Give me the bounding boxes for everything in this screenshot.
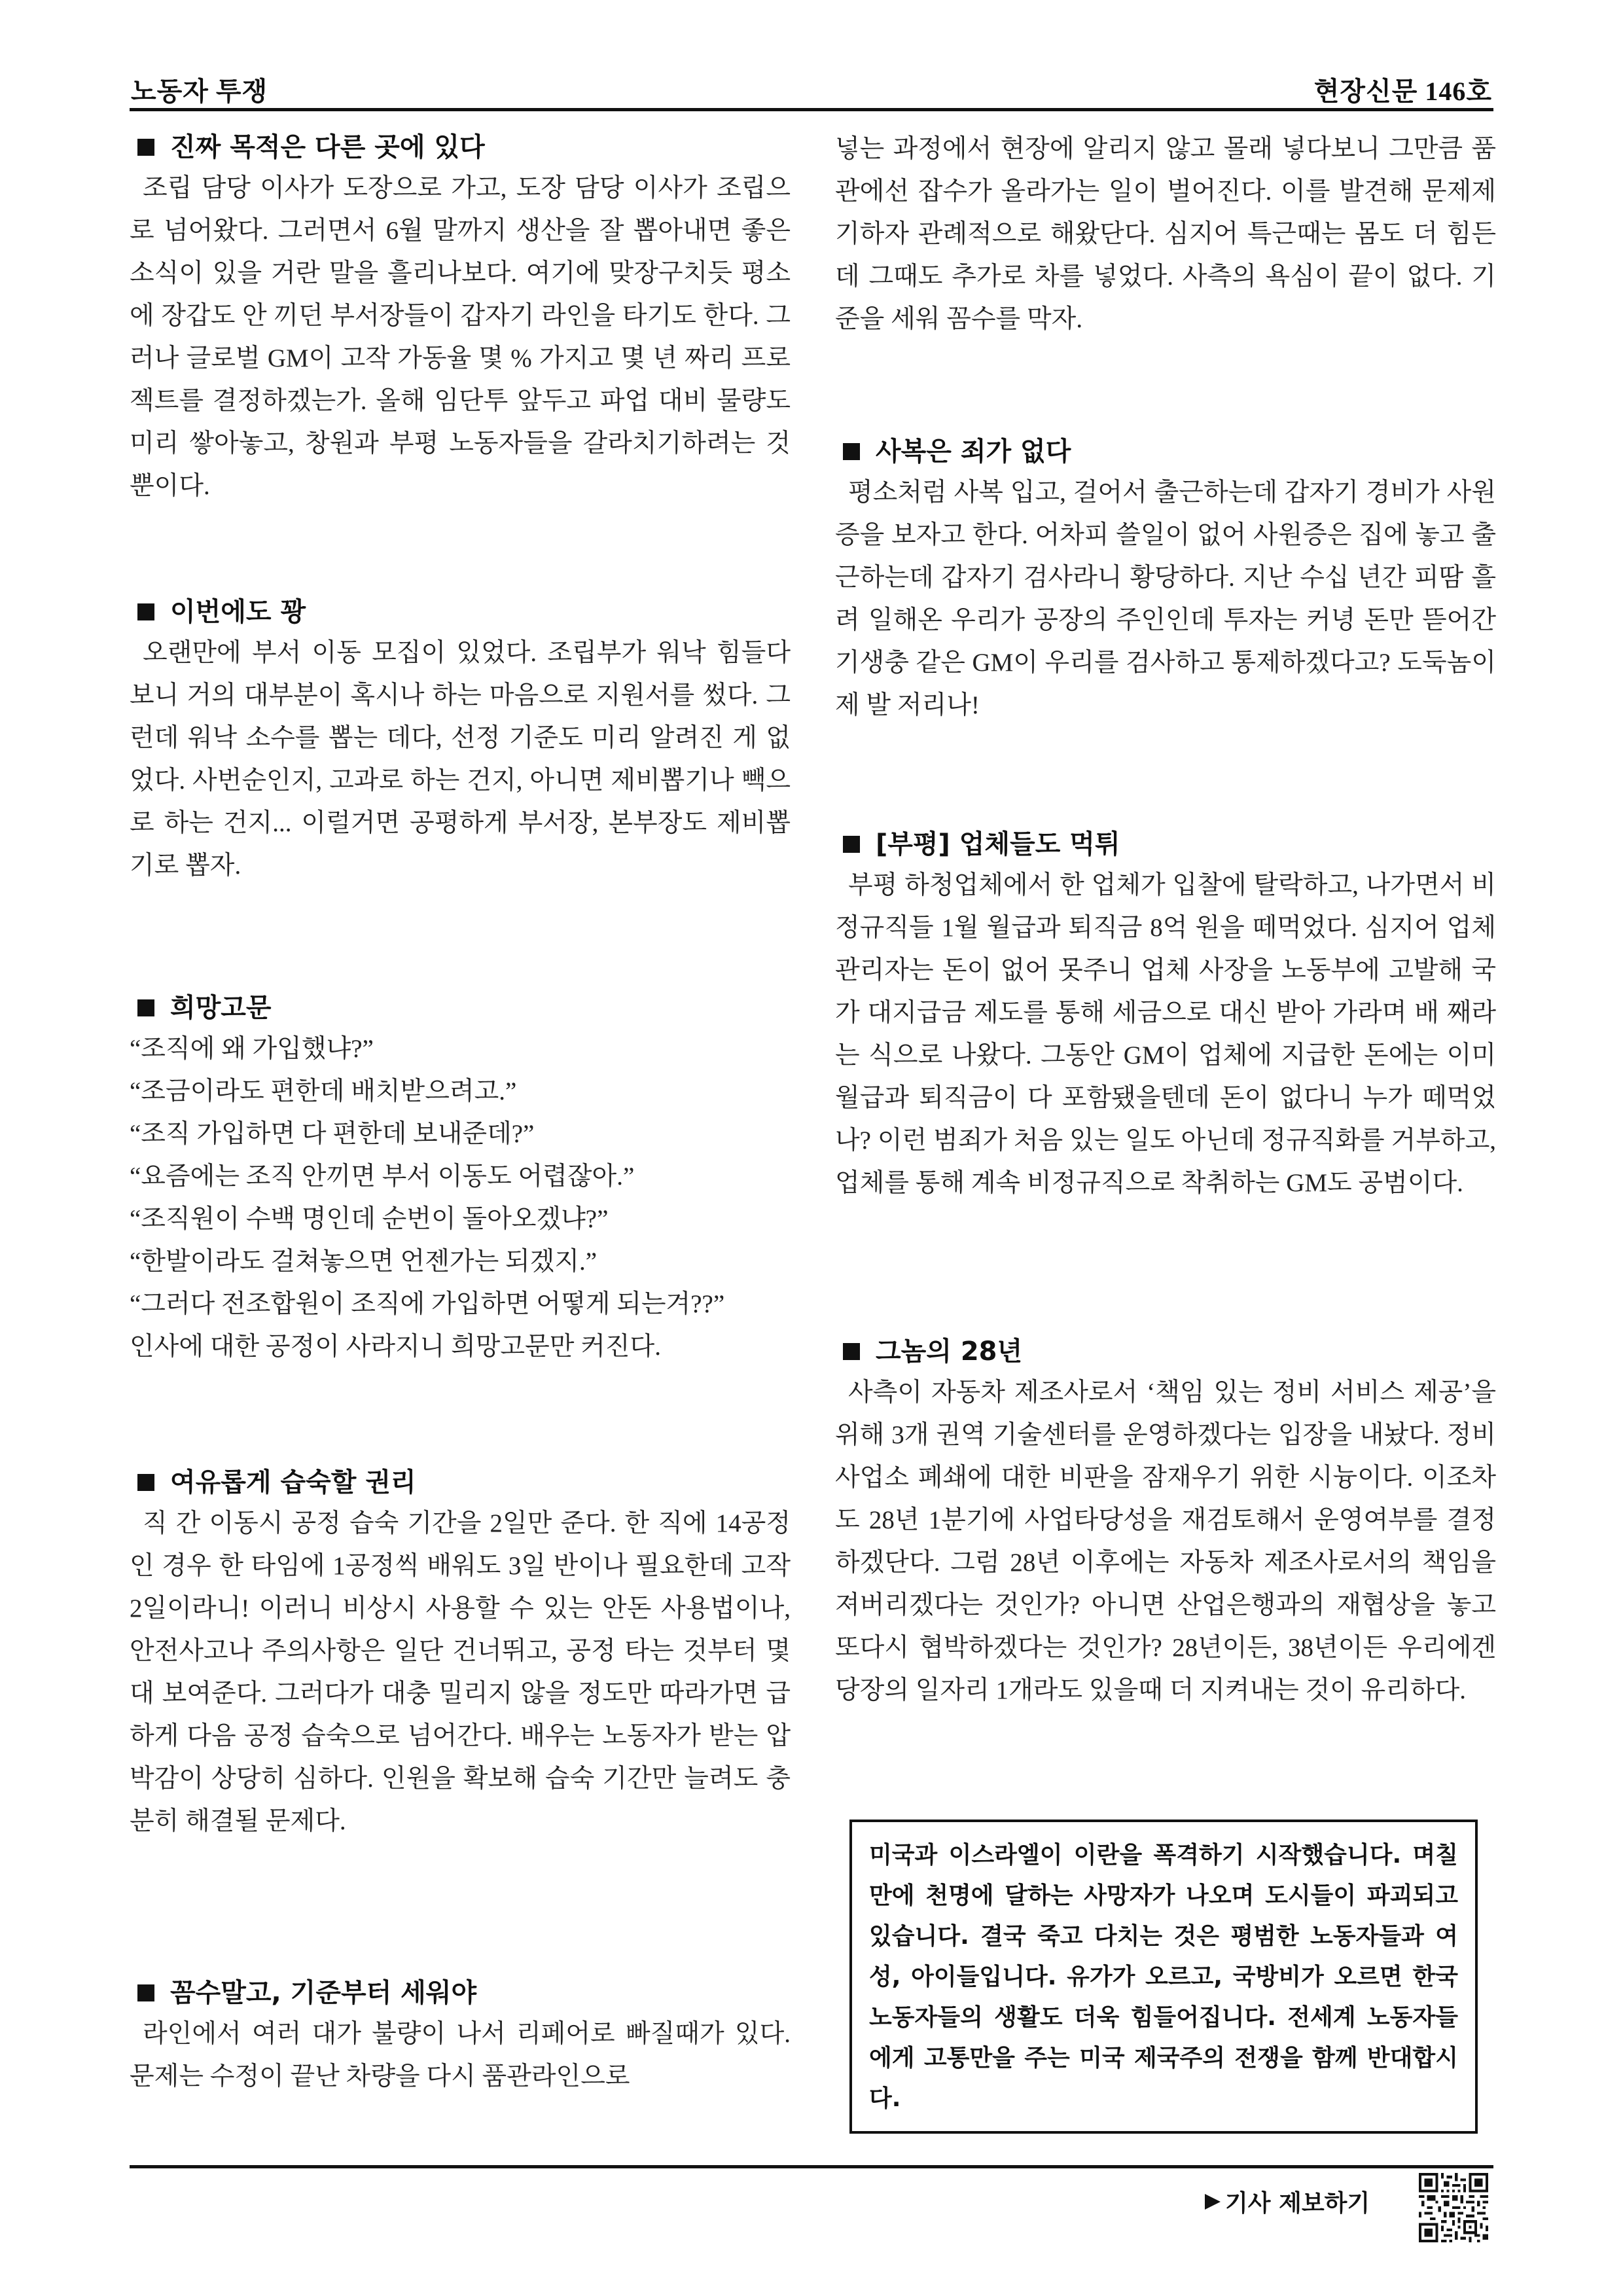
issue-number: 현장신문 146호 <box>1313 77 1492 106</box>
article-title-text: 그놈의 28년 <box>876 1336 1023 1367</box>
bullet-square-icon <box>843 1343 860 1360</box>
article-body: 직 간 이동시 공정 습숙 기간을 2일만 준다. 한 직에 14공정인 경우 한 타임에 1공정씩 배워도 3일 반이나 필요한데 고작 2일이라니! 이러니 비상시 사용할 수 있는 안돈 사용법이나, 안전사고나 주의사항은 일단 건너뛰고, 공정 타는 것부터 몇 대 보여준다. 그러다가 대충 밀리지 않을 정도만 따라가면 급하게 다음 공정 습숙으로 넘어간다. 배우는 노동자가 받는 압박감이 상당히 심하다. 인원을 확보해 습숙 기간만 늘려도 충분히 해결될 문제다. <box>130 1509 791 1835</box>
article-year-28 <box>835 1332 1496 1712</box>
article-title <box>835 1332 1496 1371</box>
article-body: 넣는 과정에서 현장에 알리지 않고 몰래 넣다보니 그만큼 품관에선 잡수가 올라가는 일이 벌어진다. 이를 발견해 문제제기하자 관례적으로 해왔단다. 심지어 특근때는 몸도 더 힘든데 그때도 추가로 차를 넣었다. 사측의 욕심이 끝이 없다. 기준을 세워 꼼수를 막자. <box>835 135 1496 333</box>
article-title-text: 꼼수말고, 기준부터 세워야 <box>170 1978 477 2008</box>
quote-line: “한발이라도 걸쳐놓으면 언젠가는 되겠지.” <box>130 1247 597 1276</box>
footer-divider <box>130 2165 1493 2168</box>
report-link[interactable] <box>1203 2185 1370 2218</box>
article-title-text: [부평] 업체들도 먹튀 <box>876 829 1120 859</box>
quote-line: “요즘에는 조직 안끼면 부서 이동도 어렵잖아.” <box>130 1162 635 1191</box>
bullet-square-icon <box>137 1984 154 2001</box>
article-body: 사측이 자동차 제조사로서 ‘책임 있는 정비 서비스 제공’을 위해 3개 권역 기술센터를 운영하겠다는 입장을 내놨다. 정비사업소 폐쇄에 대한 비판을 잠재우기 위한 시늉이다. 이조차도 28년 1분기에 사업타당성을 재검토해서 운영여부를 결정하겠단다. 그럼 28년 이후에는 자동차 제조사로서의 책임을 져버리겠다는 것인가? 아니면 산업은행과의 재협상을 놓고 또다시 협박하겠다는 것인가? 28년이든, 38년이든 우리에겐 당장의 일자리 1개라도 있을때 더 지켜내는 것이 유리하다. <box>835 1378 1496 1704</box>
article-again-blank <box>130 592 791 887</box>
quote-line: “그러다 전조합원이 조직에 가입하면 어떻게 되는겨??” <box>130 1290 725 1318</box>
article-title-text: 사복은 죄가 없다 <box>876 437 1071 467</box>
article-body: 평소처럼 사복 입고, 걸어서 출근하는데 갑자기 경비가 사원증을 보자고 한다. 어차피 쓸일이 없어 사원증은 집에 놓고 출근하는데 갑자기 검사라니 황당하다. 지난 수십 년간 피땀 흘려 일해온 우리가 공장의 주인인데 투자는 커녕 돈만 뜯어간 기생충 같은 GM이 우리를 검사하고 통제하겠다고? 도둑놈이 제 발 저리나! <box>835 478 1496 719</box>
section-label: 노동자 투쟁 <box>131 77 268 106</box>
article-training-right <box>130 1463 791 1842</box>
article-real-purpose <box>130 128 791 507</box>
article-body: 라인에서 여러 대가 불량이 나서 리페어로 빠질때가 있다. 문제는 수정이 끝난 차량을 다시 품관라인으로 <box>130 2020 791 2090</box>
article-bupyeong-contractors <box>835 825 1496 1204</box>
article-body: 조립 담당 이사가 도장으로 가고, 도장 담당 이사가 조립으로 넘어왔다. 그러면서 6월 말까지 생산을 잘 뽑아내면 좋은 소식이 있을 거란 말을 흘리나보다. 여기에 맞장구치듯 평소에 장갑도 안 끼던 부서장들이 갑자기 라인을 타기도 한다. 그러나 글로벌 GM이 고작 가동율 몇 % 가지고 몇 년 짜리 프로젝트를 결정하겠는가. 올해 임단투 앞두고 파업 대비 물량도 미리 쌓아놓고, 창원과 부평 노동자들을 갈라치기하려는 것뿐이다. <box>130 174 791 500</box>
article-standards-first <box>130 1973 791 2098</box>
bullet-square-icon <box>137 139 154 156</box>
quote-line: 인사에 대한 공정이 사라지니 희망고문만 커진다. <box>130 1333 661 1361</box>
article-title-text: 여유롭게 습숙할 권리 <box>170 1467 416 1498</box>
article-hope-torture <box>130 988 791 1368</box>
article-body: 오랜만에 부서 이동 모집이 있었다. 조립부가 워낙 힘들다 보니 거의 대부분이 혹시나 하는 마음으로 지원서를 썼다. 그런데 워낙 소수를 뽑는 데다, 선정 기준도 미리 알려진 게 없었다. 사번순인지, 고과로 하는 건지, 아니면 제비뽑기나 빽으로 하는 건지... 이럴거면 공평하게 부서장, 본부장도 제비뽑기로 뽑자. <box>130 639 791 880</box>
quote-line: “조직 가입하면 다 편한데 보내준데?” <box>130 1120 535 1148</box>
article-title <box>130 988 791 1028</box>
article-title-text: 희망고문 <box>170 993 272 1023</box>
article-title-text: 진짜 목적은 다른 곳에 있다 <box>170 132 485 162</box>
article-body: 부평 하청업체에서 한 업체가 입찰에 탈락하고, 나가면서 비정규직들 1월 월급과 퇴직금 8억 원을 떼먹었다. 심지어 업체 관리자는 돈이 없어 못주니 업체 사장을 노동부에 고발해 국가 대지급금 제도를 통해 세금으로 대신 받아 가라며 배 째라는 식으로 나왔다. 그동안 GM이 업체에 지급한 돈에는 이미 월급과 퇴직금이 다 포함됐을텐데 돈이 없다니 누가 떼먹었나? 이런 범죄가 처음 있는 일도 아닌데 정규직화를 거부하고, 업체를 통해 계속 비정규직으로 착취하는 GM도 공범이다. <box>835 871 1496 1197</box>
bullet-square-icon <box>137 999 154 1016</box>
anti-war-notice-box <box>849 1820 1478 2134</box>
quote-line: “조직원이 수백 명인데 순번이 돌아오겠냐?” <box>130 1205 609 1233</box>
article-title <box>130 592 791 632</box>
quote-line: “조직에 왜 가입했냐?” <box>130 1035 374 1063</box>
report-label: 기사 제보하기 <box>1225 2190 1370 2217</box>
article-continued <box>835 128 1496 340</box>
article-title-text: 이번에도 꽝 <box>170 597 306 627</box>
article-title <box>130 128 791 167</box>
bullet-square-icon <box>843 836 860 853</box>
bullet-square-icon <box>137 603 154 620</box>
article-title <box>130 1973 791 2013</box>
arrow-right-icon <box>1203 2192 1222 2212</box>
quote-line: “조금이라도 편한데 배치받으려고.” <box>130 1077 517 1105</box>
bullet-square-icon <box>843 443 860 460</box>
bullet-square-icon <box>137 1474 154 1491</box>
article-title <box>835 432 1496 471</box>
article-title <box>130 1463 791 1502</box>
article-title <box>835 825 1496 864</box>
notice-text: 미국과 이스라엘이 이란을 폭격하기 시작했습니다. 며칠 만에 천명에 달하는 사망자가 나오며 도시들이 파괴되고 있습니다. 결국 죽고 다치는 것은 평범한 노동자들과 여성, 아이들입니다. 유가가 오르고, 국방비가 오르면 한국 노동자들의 생활도 더욱 힘들어집니다. 전세계 노동자들에게 고통만을 주는 미국 제국주의 전쟁을 함께 반대합시다. <box>869 1842 1458 2112</box>
qr-code-icon[interactable] <box>1419 2173 1488 2242</box>
header-divider <box>130 108 1493 111</box>
article-plain-clothes <box>835 432 1496 726</box>
